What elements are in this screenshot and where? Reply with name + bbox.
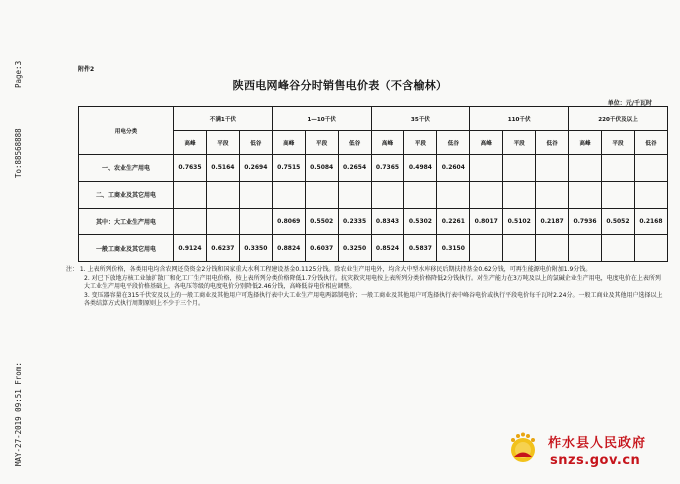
footnote: 2. 对已下放地方核工业铀扩散厂和化工厂生产用电价格，按上表所列分类价格降低1.7分钱执行。抗灾救灾用电按上表所列分类价格降低2分钱执行。对生产能力在3万吨及以上的氯碱企业生产用电，电度电价在上表所列大工业生产用电平段价格基础上，各电压等级的电度电价分别降低2.46分钱，高峰低谷电价相应调整。: [84, 274, 661, 291]
price-cell: [338, 181, 371, 208]
table-row: [79, 208, 668, 235]
price-cell: 0.3150: [437, 235, 470, 262]
fax-recipient: To:88568888: [14, 128, 23, 178]
price-cell: 0.2335: [338, 208, 371, 235]
period-header: 高峰: [569, 131, 602, 155]
voltage-group-header: 110千伏: [470, 107, 569, 131]
period-header: 高峰: [371, 131, 404, 155]
price-cell: [470, 181, 503, 208]
period-header: 平段: [206, 131, 239, 155]
price-cell: [437, 181, 470, 208]
price-cell: 0.8017: [470, 208, 503, 235]
price-cell: [601, 235, 634, 262]
row-label: 一般工商业及其它用电: [79, 235, 174, 262]
price-cell: 0.2261: [437, 208, 470, 235]
voltage-group-header: 220千伏及以上: [569, 107, 668, 131]
price-cell: 0.3350: [239, 235, 272, 262]
price-cell: [503, 155, 536, 182]
price-cell: [371, 181, 404, 208]
period-header: 低谷: [536, 131, 569, 155]
price-cell: [601, 155, 634, 182]
period-header: 低谷: [634, 131, 667, 155]
price-cell: [305, 181, 338, 208]
price-cell: [404, 181, 437, 208]
price-cell: [239, 181, 272, 208]
price-cell: [206, 181, 239, 208]
price-cell: [536, 155, 569, 182]
category-header: 用电分类: [79, 107, 174, 155]
price-cell: [470, 155, 503, 182]
price-cell: 0.3250: [338, 235, 371, 262]
price-cell: [569, 181, 602, 208]
row-label: 二、工商业及其它用电: [79, 181, 174, 208]
price-cell: 0.5302: [404, 208, 437, 235]
table-row: [79, 181, 668, 208]
price-cell: [536, 235, 569, 262]
government-logo-icon: [508, 430, 538, 466]
period-header: 低谷: [338, 131, 371, 155]
price-cell: [206, 208, 239, 235]
price-cell: [503, 181, 536, 208]
price-cell: 0.2168: [634, 208, 667, 235]
site-name: 柞水县人民政府: [548, 436, 647, 451]
price-cell: 0.5502: [305, 208, 338, 235]
page-title: 陕西电网峰谷分时销售电价表（不含榆林）: [232, 79, 448, 92]
unit-label: 单位：元/千瓦时: [607, 100, 652, 107]
period-header: 平段: [503, 131, 536, 155]
price-cell: 0.8824: [272, 235, 305, 262]
price-table: [78, 106, 668, 262]
voltage-group-header: 不满1千伏: [174, 107, 273, 131]
fax-timestamp: MAY-27-2019 09:51 From:: [14, 362, 23, 466]
table-row: [79, 235, 668, 262]
price-cell: [569, 155, 602, 182]
price-cell: 0.2654: [338, 155, 371, 182]
price-cell: 0.6037: [305, 235, 338, 262]
period-header: 平段: [601, 131, 634, 155]
site-url: snzs.gov.cn: [550, 453, 641, 468]
price-cell: [503, 235, 536, 262]
fax-header-strip: [0, 0, 34, 484]
price-cell: 0.8524: [371, 235, 404, 262]
fax-page-number: Page:3: [14, 60, 23, 88]
price-cell: 0.7365: [371, 155, 404, 182]
voltage-group-header: 35千伏: [371, 107, 470, 131]
price-cell: [601, 181, 634, 208]
price-cell: [634, 155, 667, 182]
price-cell: 0.5084: [305, 155, 338, 182]
price-cell: [174, 181, 207, 208]
footnote: 3. 变压器容量在315千伏安及以上的一般工商业及其他用户可选择执行表中大工业生产用电两部制电价；一般工商业及其他用户可选择执行表中峰谷电价或执行平段电价每千瓦时2.24分。一般工商业及其他用户选择以上各类结算方式执行周期原则上不少于三个月。: [84, 291, 663, 308]
price-cell: 0.2187: [536, 208, 569, 235]
period-header: 平段: [404, 131, 437, 155]
voltage-group-header: 1—10千伏: [272, 107, 371, 131]
period-header: 平段: [305, 131, 338, 155]
price-cell: 0.8343: [371, 208, 404, 235]
price-cell: [174, 208, 207, 235]
price-cell: 0.8069: [272, 208, 305, 235]
period-header: 高峰: [174, 131, 207, 155]
price-cell: [634, 235, 667, 262]
price-cell: 0.4984: [404, 155, 437, 182]
price-cell: [239, 208, 272, 235]
price-cell: [569, 235, 602, 262]
price-cell: 0.7635: [174, 155, 207, 182]
footnotes: [66, 266, 666, 309]
price-cell: 0.9124: [174, 235, 207, 262]
period-header: 高峰: [470, 131, 503, 155]
price-cell: [536, 181, 569, 208]
price-cell: 0.7936: [569, 208, 602, 235]
price-cell: 0.5837: [404, 235, 437, 262]
price-cell: 0.6237: [206, 235, 239, 262]
table-row: [79, 155, 668, 182]
price-cell: [634, 181, 667, 208]
price-cell: 0.5164: [206, 155, 239, 182]
price-cell: 0.5052: [601, 208, 634, 235]
price-cell: 0.5102: [503, 208, 536, 235]
period-header: 低谷: [239, 131, 272, 155]
attachment-label: 附件2: [78, 66, 95, 73]
row-label: 一、农业生产用电: [79, 155, 174, 182]
price-cell: [272, 181, 305, 208]
footnote: 注： 1. 上表所列价格，各类用电均含农网还贷资金2分钱和国家重大水利工程建设基金0.1125分钱。除农业生产用电外，均含大中型水库移民后期扶持基金0.62分钱，可再生能源电价附加1.9分钱。: [66, 266, 592, 273]
price-cell: 0.2694: [239, 155, 272, 182]
price-cell: [470, 235, 503, 262]
price-cell: 0.2604: [437, 155, 470, 182]
period-header: 高峰: [272, 131, 305, 155]
row-label: 其中：大工业生产用电: [79, 208, 174, 235]
price-cell: 0.7515: [272, 155, 305, 182]
period-header: 低谷: [437, 131, 470, 155]
voltage-header-row: [79, 107, 668, 131]
